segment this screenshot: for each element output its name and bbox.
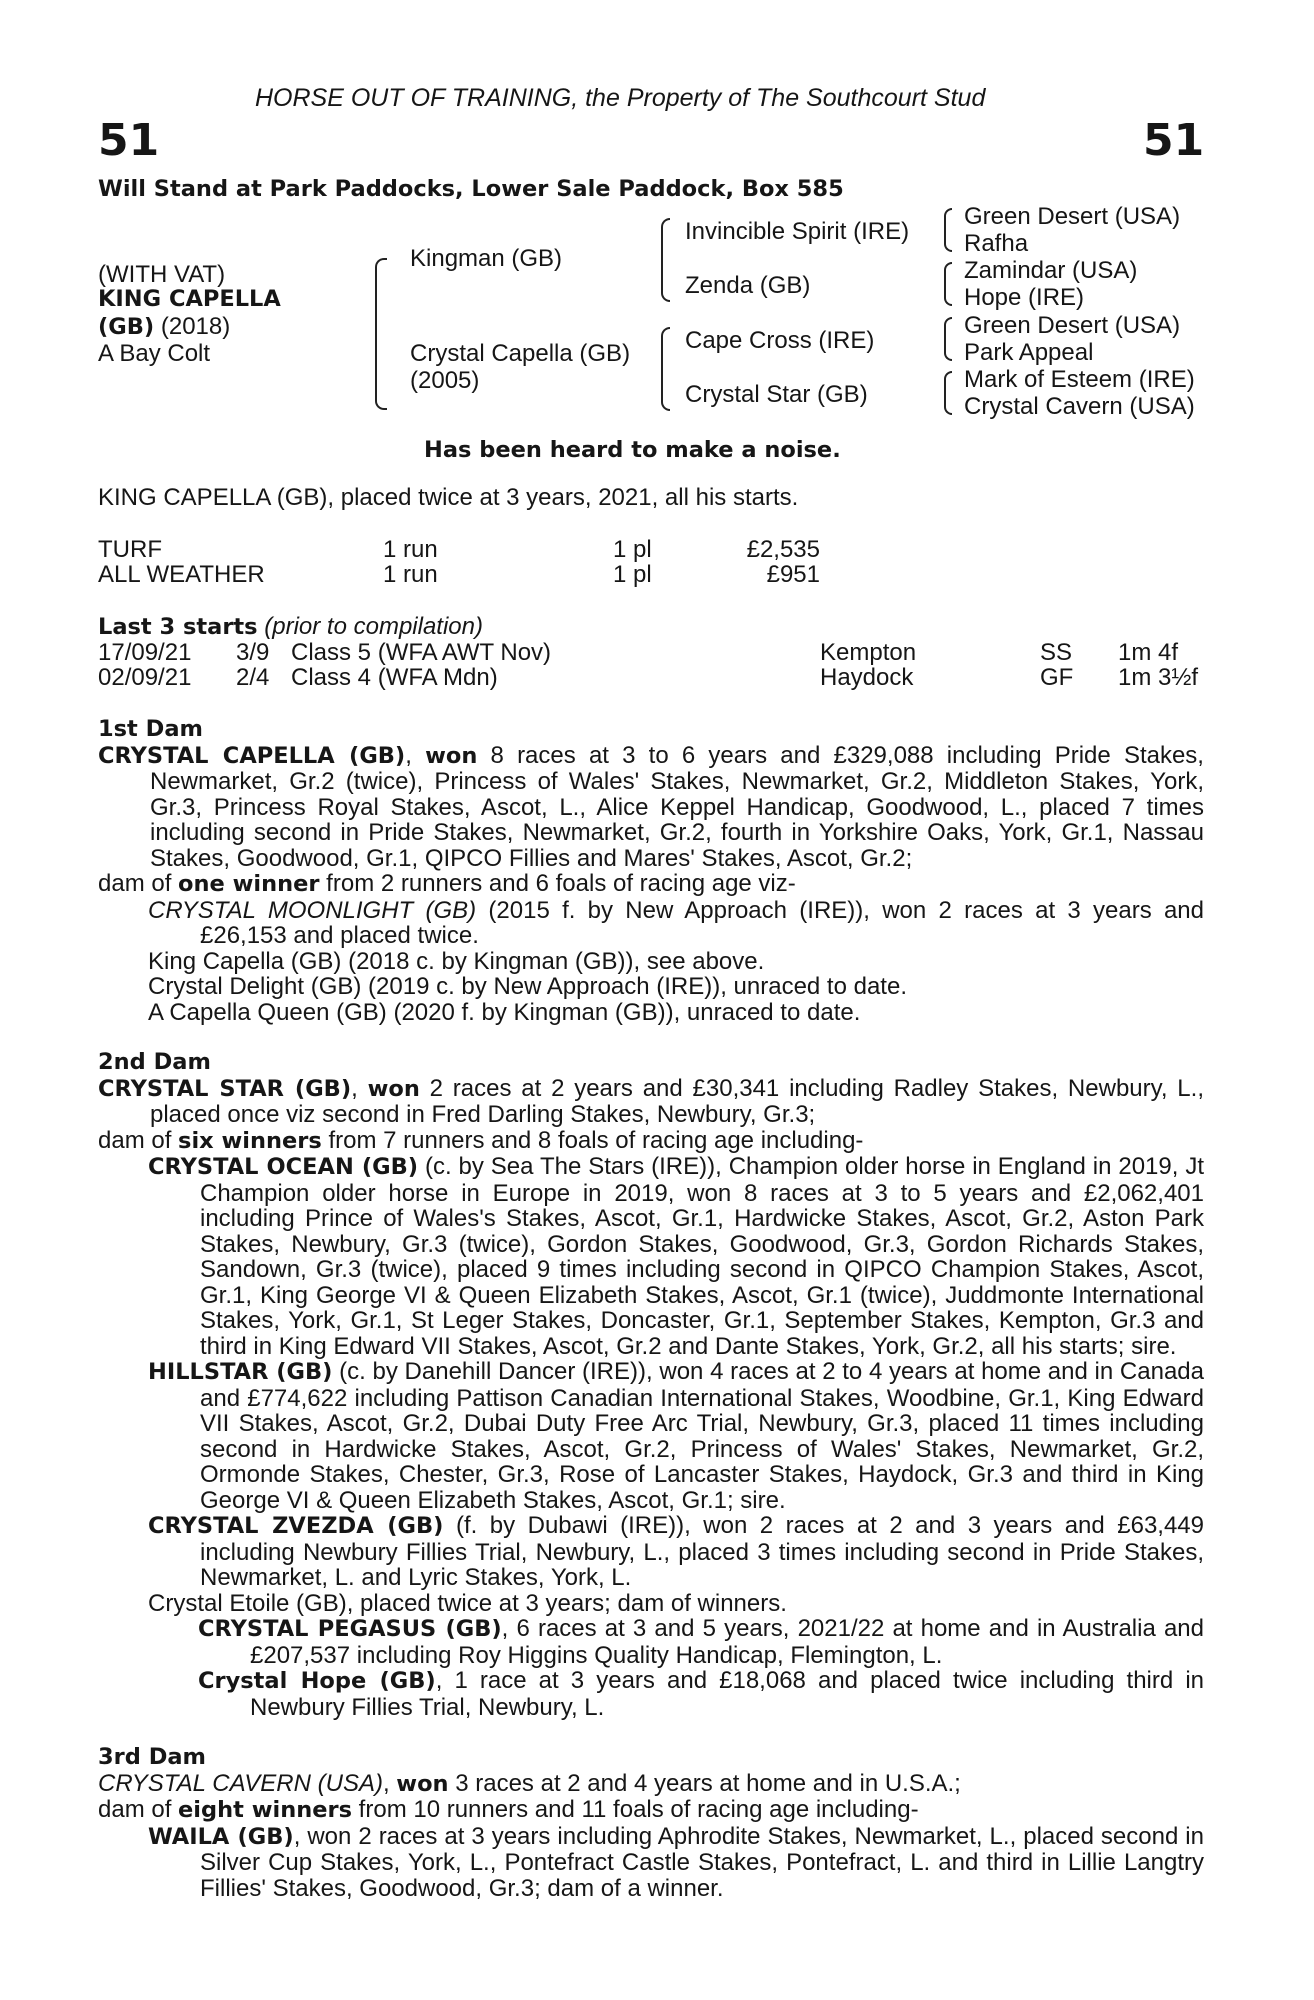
pedigree-g3-ancestor: Mark of Esteem (IRE) [964, 366, 1195, 393]
pedigree-dam-sire: Cape Cross (IRE) [685, 327, 875, 354]
pedigree-g3-ancestor: Zamindar (USA) [964, 257, 1138, 284]
start-date: 17/09/21 [98, 639, 192, 666]
produce-entry [98, 949, 1204, 975]
horse-year: (2018) [154, 313, 231, 340]
stand-location: Will Stand at Park Paddocks, Lower Sale Paddock, Box 585 [98, 176, 844, 202]
last-starts-title: Last 3 starts [98, 614, 258, 640]
produce-text: (2015 f. by New Approach (IRE)), won 2 races at 3 years and £26,153 and placed twice. [200, 896, 1205, 949]
pedigree-brace-sire [661, 218, 670, 302]
dam-of-label: dam of [98, 1126, 179, 1154]
produce-text: (c. by Danehill Dancer (IRE)), won 4 races at 2 to 4 years at home and in Canada and £774,622 including Pattison Canadian International Stakes, Woodbine, Gr.1, King Edward VII Stakes, Ascot, Gr.2, Dubai Duty Free Arc Trial, Newbury, Gr.3, placed 11 times including second in Hardwicke Stakes, Ascot, Gr.2, Princess of Wales' Stakes, Newmarket, Gr.2, Ormonde Stakes, Chester, Gr.3, Rose of Lancaster Stakes, Haydock, Gr.3 and third in King George VI & Queen Elizabeth Stakes, Ascot, Gr.1; sire. [200, 1358, 1204, 1514]
start-course: Kempton [820, 639, 917, 666]
start-race: Class 4 (WFA Mdn) [291, 664, 498, 691]
produce-entry [98, 1591, 1204, 1617]
pedigree-g3-ancestor: Rafha [964, 230, 1029, 257]
grand-produce-entry [98, 1616, 1204, 1668]
first-dam-heading: 1st Dam [98, 716, 203, 742]
record-surface: ALL WEATHER [98, 561, 265, 588]
start-position: 2/4 [236, 664, 270, 691]
produce-name: WAILA (GB) [148, 1823, 294, 1850]
record-runs: 1 run [383, 561, 438, 588]
produce-text: Crystal Etoile (GB), placed twice at 3 years; dam of winners. [148, 1589, 787, 1617]
pedigree-brace-gen1 [375, 258, 387, 410]
record-placed: 1 pl [613, 536, 652, 563]
produce-name: CRYSTAL OCEAN (GB) [148, 1154, 419, 1180]
vat-note: (WITH VAT) [98, 261, 226, 288]
record-runs: 1 run [383, 536, 438, 563]
produce-text: King Capella (GB) (2018 c. by Kingman (GB)), see above. [148, 947, 765, 975]
pedigree-g3-ancestor: Hope (IRE) [964, 284, 1085, 311]
horse-name-country-year [98, 314, 230, 341]
produce-entry [98, 1513, 1204, 1591]
produce-name: Crystal Hope (GB) [198, 1668, 436, 1694]
lot-number-left: 51 [98, 115, 160, 166]
start-going: SS [1040, 639, 1073, 666]
start-position: 3/9 [236, 639, 270, 666]
produce-text: , 6 races at 3 and 5 years, 2021/22 at home and in Australia and £207,537 including Roy Higgins Quality Handicap, Flemington, L. [250, 1615, 1204, 1669]
pedigree-g3-ancestor: Park Appeal [964, 339, 1094, 366]
horse-country: (GB) [98, 314, 155, 340]
second-dam-name: CRYSTAL STAR (GB) [98, 1075, 352, 1102]
dam-of-label: dam of [98, 870, 179, 897]
third-dam-produce-summary [98, 1797, 1204, 1824]
produce-name: CRYSTAL PEGASUS (GB) [198, 1616, 502, 1642]
dam-of-winners: one winner [178, 871, 320, 897]
third-dam-name: CRYSTAL CAVERN (USA) [98, 1769, 383, 1797]
third-dam-text: 3 races at 2 and 4 years at home and in U.S.A.; [448, 1769, 961, 1797]
third-dam-record: CRYSTAL CAVERN (USA), won 3 races at 2 and 4 years at home and in U.S.A.; [98, 1769, 961, 1797]
produce-text: (f. by Dubawi (IRE)), won 2 races at 2 and 3 years and £63,449 including Newbury Fillies Trial, Newbury, L., placed 3 times including second in Pride Stakes, Newmarket, L. and Lyric Stakes, York, L. [200, 1512, 1204, 1591]
first-dam-name: CRYSTAL CAPELLA (GB) [98, 742, 406, 769]
pedigree-dam: Crystal Capella (GB) [410, 340, 631, 367]
pedigree-sire: Kingman (GB) [410, 245, 563, 272]
noise-notice: Has been heard to make a noise. [424, 437, 841, 463]
first-dam-record: CRYSTAL CAPELLA (GB), won 8 races at 3 to 6 years and £329,088 including Pride Stakes, Newmarket, Gr.2 (twice), Princess of Wales' Stakes, Newmarket, Gr.2, Middleton Stakes, York, Gr.3, Princess Royal Stakes, Ascot, L., Alice Keppel Handicap, Goodwood, L., placed 7 times including second in Pride Stakes, Newmarket, Gr.2, fourth in Yorkshire Oaks, York, Gr.1, Nassau Stakes, Goodwood, Gr.1, QIPCO Fillies and Mares' Stakes, Ascot, Gr.2; [98, 741, 1204, 872]
page-header-title: HORSE OUT OF TRAINING, the Property of The Southcourt Stud [255, 84, 986, 112]
pedigree-g3-ancestor: Crystal Cavern (USA) [964, 393, 1195, 420]
pedigree-brace-g3-1 [944, 208, 952, 252]
horse-description: A Bay Colt [98, 340, 211, 367]
produce-text: A Capella Queen (GB) (2020 f. by Kingman (GB)), unraced to date. [148, 998, 861, 1026]
lot-number-right: 51 [1143, 115, 1205, 166]
last-starts-note: (prior to compilation) [257, 613, 483, 640]
dam-of-label: dam of [98, 1796, 179, 1823]
produce-text: Crystal Delight (GB) (2019 c. by New Approach (IRE)), unraced to date. [148, 973, 907, 1000]
second-dam-record: CRYSTAL STAR (GB), won 2 races at 2 years and £30,341 including Radley Stakes, Newbury, L., placed once viz second in Fred Darling Stakes, Newbury, Gr.3; [98, 1074, 1204, 1128]
first-dam-won: won [425, 742, 478, 769]
third-dam-won: won [396, 1770, 449, 1797]
pedigree-dam-year: (2005) [410, 367, 480, 394]
start-distance: 1m 3½f [1118, 664, 1199, 691]
dam-of-winners: eight winners [178, 1797, 353, 1823]
pedigree-brace-g3-3 [944, 317, 952, 361]
start-race: Class 5 (WFA AWT Nov) [291, 639, 552, 666]
pedigree-brace-g3-2 [944, 262, 952, 306]
third-dam-section [98, 1745, 1204, 1901]
produce-name: CRYSTAL ZVEZDA (GB) [148, 1513, 444, 1539]
produce-name: CRYSTAL MOONLIGHT (GB) [148, 896, 477, 924]
pedigree-brace-g3-4 [944, 371, 952, 415]
second-dam-heading: 2nd Dam [98, 1049, 211, 1075]
dam-of-runners: from 2 runners and 6 foals of racing age viz- [319, 870, 796, 897]
dam-of-runners: from 7 runners and 8 foals of racing age including- [321, 1126, 864, 1154]
produce-entry [98, 974, 1204, 1000]
produce-entry [98, 1000, 1204, 1026]
produce-text: (c. by Sea The Stars (IRE)), Champion older horse in England in 2019, Jt Champion older horse in Europe in 2019, won 8 races at 3 to 5 years and £2,062,401 including Prince of Wales's Stakes, Ascot, Gr.1, Hardwicke Stakes, Ascot, Gr.2, Aston Park Stakes, Newbury, Gr.3 (twice), Gordon Stakes, Goodwood, Gr.3, Gordon Richards Stakes, Sandown, Gr.3 (twice), placed 9 times including second in QIPCO Champion Stakes, Ascot, Gr.1, King George VI & Queen Elizabeth Stakes, Ascot, Gr.1 (twice), Juddmonte International Stakes, York, Gr.1, St Leger Stakes, Doncaster, Gr.1, September Stakes, Kempton, Gr.3 and third in King Edward VII Stakes, Ascot, Gr.2 and Dante Stakes, York, Gr.2, all his starts; sire. [200, 1153, 1204, 1360]
record-placed: 1 pl [613, 561, 652, 588]
first-dam-produce-summary [98, 871, 1204, 898]
produce-entry [98, 1824, 1204, 1902]
record-surface: TURF [98, 536, 162, 563]
produce-text: , 1 race at 3 years and £18,068 and placed twice including third in Newbury Fillies Trial, Newbury, L. [250, 1667, 1205, 1721]
start-distance: 1m 4f [1118, 639, 1179, 666]
start-date: 02/09/21 [98, 664, 192, 691]
produce-entry [98, 1359, 1204, 1513]
start-going: GF [1040, 664, 1074, 691]
produce-name: HILLSTAR (GB) [148, 1359, 333, 1385]
first-dam-text: 8 races at 3 to 6 years and £329,088 including Pride Stakes, Newmarket, Gr.2 (twice), Princess of Wales' Stakes, Newmarket, Gr.2, Middleton Stakes, York, Gr.3, Princess Royal Stakes, Ascot, L., Alice Keppel Handicap, Goodwood, L., placed 7 times including second in Pride Stakes, Newmarket, Gr.2, fourth in Yorkshire Oaks, York, Gr.1, Nassau Stakes, Goodwood, Gr.1, QIPCO Fillies and Mares' Stakes, Ascot, Gr.2; [150, 741, 1204, 872]
race-summary: KING CAPELLA (GB), placed twice at 3 years, 2021, all his starts. [98, 484, 799, 511]
dam-of-runners: from 10 runners and 11 foals of racing age including- [352, 1796, 919, 1823]
pedigree-dam-dam: Crystal Star (GB) [685, 381, 868, 408]
first-dam-section [98, 717, 1204, 1025]
pedigree-sire-sire: Invincible Spirit (IRE) [685, 218, 910, 245]
pedigree-g3-ancestor: Green Desert (USA) [964, 312, 1181, 339]
second-dam-text: 2 races at 2 years and £30,341 including Radley Stakes, Newbury, L., placed once viz second in Fred Darling Stakes, Newbury, Gr.3; [150, 1074, 1204, 1128]
second-dam-section [98, 1050, 1204, 1720]
produce-entry [98, 1154, 1204, 1359]
pedigree-sire-dam: Zenda (GB) [685, 272, 811, 299]
dam-details [98, 717, 1204, 1901]
start-course: Haydock [820, 664, 914, 691]
horse-name: KING CAPELLA [98, 286, 281, 312]
third-dam-heading: 3rd Dam [98, 1744, 206, 1770]
pedigree-brace-dam [661, 327, 670, 411]
dam-of-winners: six winners [178, 1127, 322, 1154]
second-dam-won: won [367, 1075, 420, 1102]
second-dam-produce-summary [98, 1128, 1204, 1155]
last-starts-heading [98, 614, 483, 641]
record-prize: £951 [766, 561, 820, 588]
produce-entry [98, 898, 1204, 949]
pedigree-g3-ancestor: Green Desert (USA) [964, 203, 1181, 230]
grand-produce-entry [98, 1668, 1204, 1720]
produce-text: , won 2 races at 3 years including Aphrodite Stakes, Newmarket, L., placed second in Silver Cup Stakes, York, L., Pontefract Castle Stakes, Pontefract, L. and third in Lillie Langtry Fillies' Stakes, Goodwood, Gr.3; dam of a winner. [200, 1822, 1204, 1902]
record-prize: £2,535 [746, 536, 820, 563]
